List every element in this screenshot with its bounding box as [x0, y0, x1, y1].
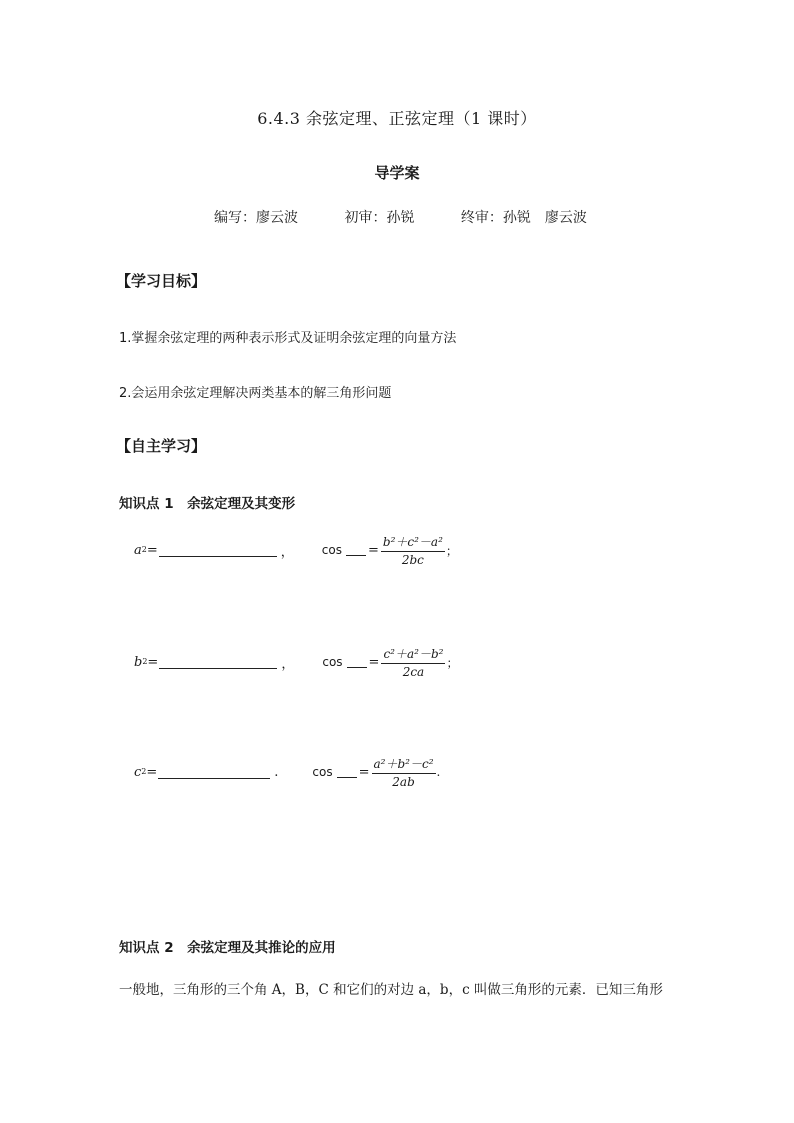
- goal-item-1: 1.掌握余弦定理的两种表示形式及证明余弦定理的向量方法: [119, 331, 457, 346]
- formula-tail: .: [436, 765, 441, 779]
- author-final-review: 终审：孙锐 廖云波: [460, 210, 587, 226]
- formula-tail: ；: [445, 543, 458, 558]
- fraction-numerator: b²＋c²－a²: [381, 533, 445, 552]
- knowledge-point-2-paragraph: 一般地，三角形的三个角 A，B，C 和它们的对边 a，b，c 叫做三角形的元素．已知三角形: [119, 982, 663, 998]
- formula-tail: ；: [446, 655, 459, 670]
- fill-blank-b2[interactable]: [159, 656, 277, 669]
- author-line: [214, 207, 587, 227]
- fill-blank-c2[interactable]: [158, 766, 270, 779]
- page-subtitle: 导学案: [374, 164, 420, 182]
- fraction-b: [381, 645, 445, 679]
- cos-label: cos: [312, 765, 333, 779]
- formula-eq: =: [146, 764, 158, 780]
- knowledge-point-1-title: 知识点 1 余弦定理及其变形: [119, 496, 296, 512]
- knowledge-point-2-title: 知识点 2 余弦定理及其推论的应用: [119, 940, 336, 956]
- fraction-a: [381, 533, 445, 567]
- formula-eq: =: [147, 654, 159, 670]
- cos-label: cos: [322, 655, 343, 669]
- fill-blank-a2[interactable]: [159, 544, 277, 557]
- goal-item-2: 2.会运用余弦定理解决两类基本的解三角形问题: [119, 386, 392, 401]
- fill-blank-angle-b[interactable]: [347, 657, 367, 668]
- goals-heading: 【学习目标】: [116, 272, 207, 290]
- cos-label: cos: [321, 543, 342, 557]
- formula-row-b: b 2 = ， cos = $\frac{\text{c²＋a²－b²}}{2ca}$ ；: [134, 647, 459, 679]
- formula-eq: =: [146, 542, 158, 558]
- formula-sep: ，: [281, 656, 295, 672]
- fraction-denominator: 2ca: [402, 665, 425, 679]
- fraction-numerator: a²＋b²－c²: [372, 755, 436, 774]
- formula-sep: ，: [280, 544, 294, 560]
- self-study-heading: 【自主学习】: [116, 437, 207, 455]
- formula-row-a: a 2 = ， cos = $\frac{\text{b²＋c²－a²}}{2bc}$ ；: [134, 535, 458, 567]
- fraction-denominator: 2bc: [401, 553, 424, 567]
- formula-lhs-var: c: [134, 764, 142, 780]
- fraction-numerator: c²＋a²－b²: [381, 645, 445, 664]
- fraction-c: [372, 755, 436, 789]
- formula-row-c: c 2 = . cos = $\frac{\text{a²＋b²－c²}}{2ab}$ .: [134, 757, 441, 789]
- formula-sep: .: [274, 764, 279, 780]
- fraction-denominator: 2ab: [392, 775, 415, 789]
- author-first-review: 初审：孙锐: [344, 210, 415, 226]
- author-writer: 编写：廖云波: [214, 210, 298, 226]
- page-title: 6.4.3 余弦定理、正弦定理（1 课时）: [257, 109, 537, 128]
- fill-blank-angle-c[interactable]: [337, 767, 357, 778]
- formula-lhs-var: b: [134, 654, 143, 670]
- formula-lhs-var: a: [134, 542, 142, 558]
- fill-blank-angle-a[interactable]: [346, 545, 366, 556]
